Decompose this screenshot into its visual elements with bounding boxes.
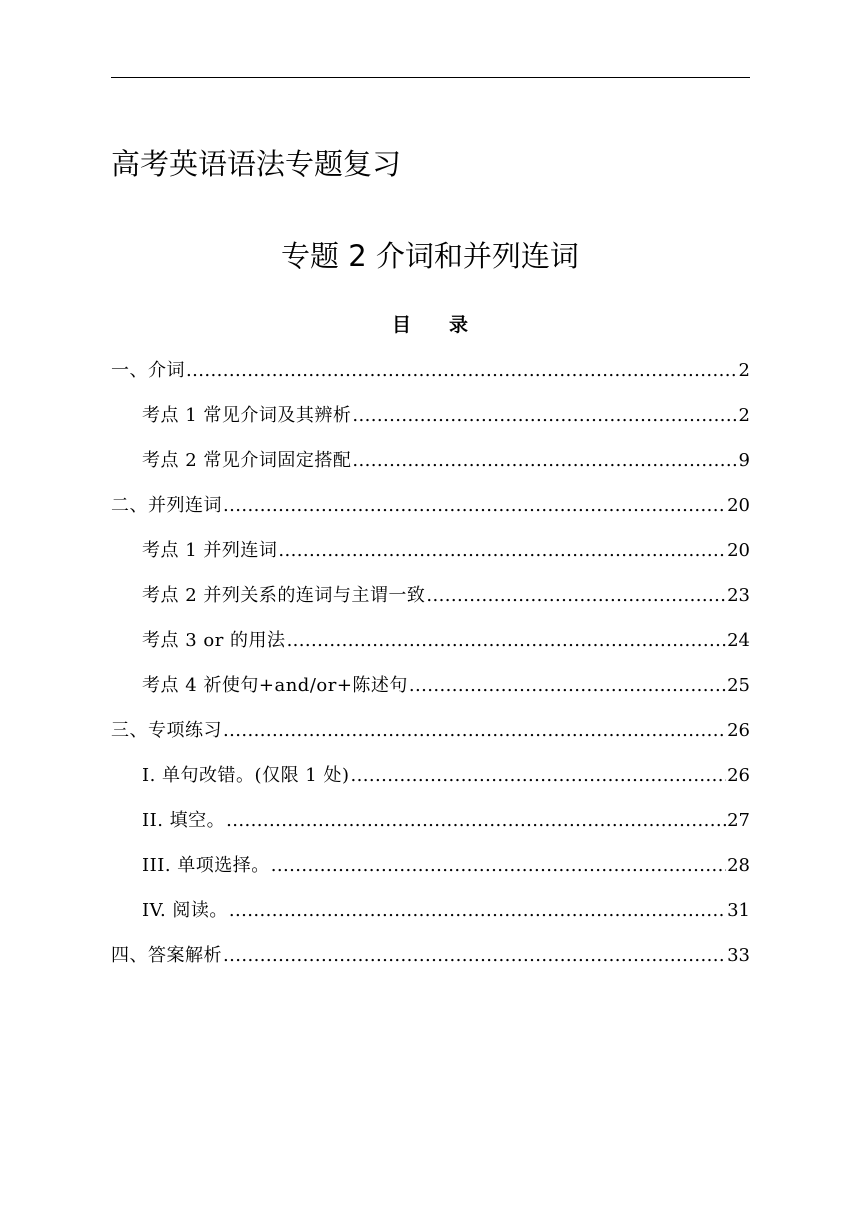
toc-heading-right: 录	[449, 314, 469, 336]
toc-heading-left: 目	[391, 314, 411, 336]
toc-leader-dots	[229, 894, 726, 928]
document-title: 高考英语语法专题复习	[111, 147, 402, 181]
toc-leader-dots	[351, 759, 727, 793]
toc-leader-dots	[352, 444, 737, 478]
toc-leader-dots	[271, 849, 726, 883]
toc-entry-prepositions[interactable]	[111, 354, 750, 399]
toc-entry-label: 考点 1 并列连词	[142, 540, 278, 561]
toc-entry-label: III. 单项选择。	[142, 855, 270, 876]
toc-entry-label: II. 填空。	[142, 810, 226, 831]
toc-entry-practice-3[interactable]	[111, 849, 750, 894]
toc-leader-dots	[226, 804, 726, 838]
toc-leader-dots	[287, 624, 727, 658]
toc-entry-label: 四、答案解析	[111, 945, 222, 966]
toc-leader-dots	[223, 489, 726, 523]
toc-entry-page: 27	[727, 810, 750, 831]
toc-leader-dots	[186, 354, 738, 388]
toc-entry-page: 25	[727, 675, 750, 696]
toc-entry-page: 9	[738, 450, 750, 471]
toc-entry-label: 二、并列连词	[111, 495, 222, 516]
toc-entry-answers[interactable]	[111, 939, 750, 984]
toc-entry-page: 31	[727, 900, 750, 921]
toc-leader-dots	[223, 939, 726, 973]
toc-entry-prep-point-1[interactable]	[111, 399, 750, 444]
toc-entry-label: 考点 3 or 的用法	[142, 630, 286, 651]
toc-leader-dots	[409, 669, 726, 703]
toc-entry-practice[interactable]	[111, 714, 750, 759]
toc-entry-label: 三、专项练习	[111, 720, 222, 741]
toc-entry-label: 考点 4 祈使句+and/or+陈述句	[142, 675, 408, 696]
toc-entry-page: 33	[727, 945, 750, 966]
toc-entry-page: 24	[727, 630, 750, 651]
toc-entry-label: 考点 2 常见介词固定搭配	[142, 450, 352, 471]
toc-entry-page: 2	[738, 360, 750, 381]
toc-entry-page: 28	[727, 855, 750, 876]
toc-entry-page: 23	[727, 585, 750, 606]
toc-leader-dots	[223, 714, 726, 748]
toc-entry-page: 2	[738, 405, 750, 426]
table-of-contents	[111, 354, 750, 984]
toc-entry-conj-point-3[interactable]	[111, 624, 750, 669]
toc-entry-page: 26	[727, 765, 750, 786]
toc-entry-practice-4[interactable]	[111, 894, 750, 939]
toc-leader-dots	[426, 579, 726, 613]
toc-entry-practice-2[interactable]	[111, 804, 750, 849]
toc-entry-label: 考点 2 并列关系的连词与主谓一致	[142, 585, 426, 606]
toc-entry-prep-point-2[interactable]	[111, 444, 750, 489]
header-rule	[111, 77, 750, 78]
toc-entry-conj-point-2[interactable]	[111, 579, 750, 624]
toc-leader-dots	[352, 399, 737, 433]
topic-title: 专题 2 介词和并列连词	[281, 239, 579, 273]
toc-entry-page: 20	[727, 495, 750, 516]
toc-entry-label: 一、介词	[111, 360, 185, 381]
toc-entry-label: I. 单句改错。(仅限 1 处)	[142, 765, 350, 786]
toc-entry-label: 考点 1 常见介词及其辨析	[142, 405, 352, 426]
toc-leader-dots	[278, 534, 726, 568]
toc-entry-practice-1[interactable]	[111, 759, 750, 804]
toc-entry-conj-point-4[interactable]	[111, 669, 750, 714]
toc-entry-label: IV. 阅读。	[142, 900, 228, 921]
toc-entry-page: 20	[727, 540, 750, 561]
toc-entry-conj-point-1[interactable]	[111, 534, 750, 579]
toc-heading	[0, 310, 860, 340]
toc-entry-conjunctions[interactable]	[111, 489, 750, 534]
toc-entry-page: 26	[727, 720, 750, 741]
